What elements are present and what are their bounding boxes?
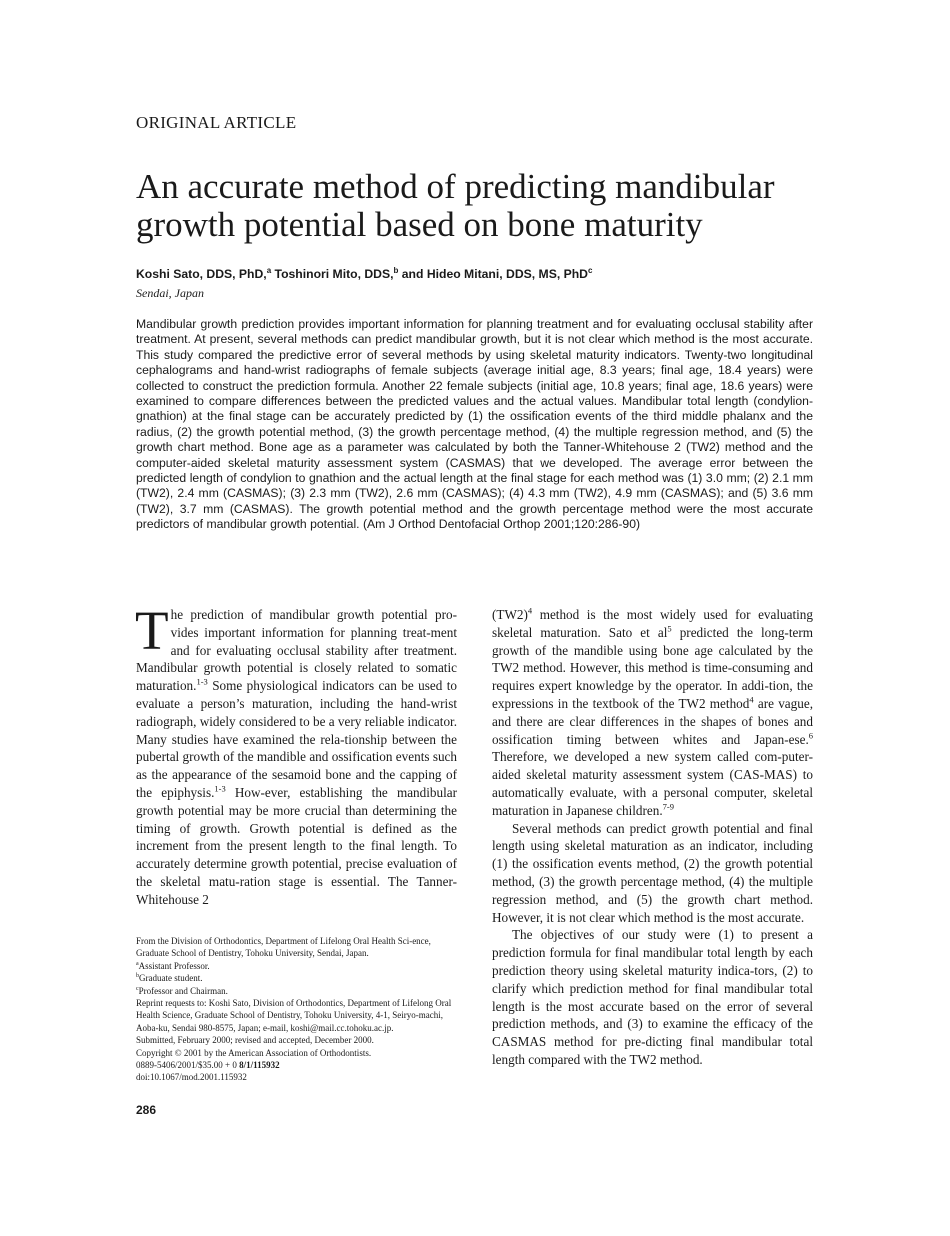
issn-code: 8/1/115932 [239, 1060, 280, 1071]
footnote-c [136, 985, 461, 997]
citation-ref: 5 [667, 623, 672, 634]
section-label: ORIGINAL ARTICLE [136, 113, 297, 132]
abstract: Mandibular growth prediction provides important information for planning treatment and for evaluating occlusal stability after treatment. At present, several methods can predict mandibular growth, but it is not clear which method is the most accurate. This study compared the predictive error of several methods by using skeletal maturity indicators. Twenty-two longitudinal cephalograms and hand-wrist radiographs of female subjects (average initial age, 8.3 years; final age, 18.4 years) were collected to construct the prediction formula. Another 22 female subjects (initial age, 10.8 years; final age, 18.6 years) were examined to compare differences between the predicted values and the actual values. Mandibular total length (condylion-gnathion) at the final stage can be accurately predicted by (1) the ossification events of the third middle phalanx and the radius, (2) the growth potential method, (3) the growth percentage method, (4) the multiple regression method, and (5) the growth chart method. Bone age as a parameter was calculated by both the Tanner-Whitehouse 2 (TW2) method and the computer-aided skeletal maturity assessment system (CASMAS) that we developed. The average error between the predicted length of condylion to gnathion and the actual length at the final stage for each method was (1) 3.0 mm; (2) 2.1 mm (TW2), 2.4 mm (CASMAS); (3) 2.3 mm (TW2), 2.6 mm (CASMAS); (4) 4.3 mm (TW2), 4.9 mm (CASMAS); and (5) 3.6 mm (TW2), 3.7 mm (CASMAS). The growth potential method and the growth percentage method were the most accurate predictors of mandibular growth potential. (Am J Orthod Dentofacial Orthop 2001;120:286-90) [136, 317, 813, 532]
intro-text: predicted the long-term growth of the mandible using bone age calculated by the TW2 method. However, this method is time-consuming and requires expert knowledge by the operator. In addi-tion, the expressions in the textbook of the TW2 method [492, 624, 813, 711]
citation-ref: 7-9 [662, 801, 674, 812]
intro-text: method is the most widely used for evaluating skeletal maturation. Sato et al [492, 607, 813, 640]
footnote-text: Assistant Professor. [138, 960, 210, 971]
author-2: Toshinori Mito, DDS, [271, 267, 394, 282]
footnotes [136, 935, 461, 1084]
title-line-2: growth potential based on bone maturity [136, 205, 703, 244]
body-column-right [492, 606, 813, 1069]
body-column-left [135, 600, 457, 909]
issn-text: 0889-5406/2001/$35.00 + 0 [136, 1060, 240, 1071]
intro-text: Some physiological indicators can be used to evaluate a person’s maturation, including the hand-wrist radiograph, widely considered to be a very reliable indicator. Many studies have examined the rela-tionship between the pubertal growth of the mandible and ossification events such as the appearance of the sesamoid bone and the capping of the epiphysis. [136, 678, 457, 800]
author-list [136, 266, 592, 281]
intro-text: he prediction of mandibular growth potential pro-vides important information for planning treat-ment and for evaluating occlusal stability after treatment. Mandibular growth potential is closely related to somatic maturation. [136, 607, 457, 694]
citation-ref: 1-3 [214, 783, 226, 794]
author-3: and Hideo Mitani, DDS, MS, PhD [398, 267, 588, 282]
intro-paragraph-1 [135, 600, 457, 909]
footnote-text: Graduate student. [139, 973, 203, 984]
citation-ref: 6 [808, 730, 813, 741]
intro-text: are vague, and there are clear differences in the shapes of bones and ossification timing between whites and Japan-ese. [492, 695, 814, 747]
footnote-b [136, 972, 461, 984]
intro-paragraph-2: Several methods can predict growth potential and final length using skeletal maturation as an indicator, including (1) the ossification events method, (2) the growth potential method, (3) the growth percentage method, (4) the multiple regression method, and (5) the growth chart method. However, it is not clear which method is the most accurate. [492, 820, 813, 925]
page-number: 286 [136, 1103, 157, 1117]
footnote-submitted: Submitted, February 2000; revised and accepted, December 2000. [136, 1035, 374, 1046]
footnote-mark: c [136, 985, 139, 992]
author-1-affiliation-mark: a [266, 266, 272, 275]
article-title [136, 168, 836, 244]
citation-ref: 4 [749, 694, 754, 705]
author-1: Koshi Sato, DDS, PhD, [136, 267, 267, 282]
footnote-text: Professor and Chairman. [138, 985, 228, 996]
drop-cap: T [135, 600, 169, 661]
footnote-mark: a [136, 960, 139, 967]
citation-ref: 4 [527, 605, 533, 616]
author-2-affiliation-mark: b [393, 266, 399, 275]
footnote-reprint: Reprint requests to: Koshi Sato, Division of Orthodontics, Department of Lifelong Oral Health Science, Graduate School of Dentistry, Tohoku University, 4-1, Seiryo-machi, Aoba-ku, Sendai 980-8575, Japan; e-mail, koshi@mail.cc.tohoku.ac.jp. [136, 998, 452, 1033]
footnote-mark: b [136, 973, 139, 980]
title-line-1: An accurate method of predicting mandibular [136, 167, 775, 206]
intro-text: How-ever, establishing the mandibular growth potential may be more crucial than determining the timing of growth. Growth potential is defined as the increment from the present length to the final length. To accurately determine growth potential, precise evaluation of the skeletal matu-ration stage is essential. The Tanner-Whitehouse 2 [136, 784, 457, 907]
intro-paragraph-3: The objectives of our study were (1) to present a prediction formula for final mandibular total length by each prediction theory using skeletal maturity indica-tors, (2) to clarify which prediction method for final mandibular total length is the most accurate based on the error of several prediction methods, and (3) to examine the efficacy of the CASMAS method for pre-dicting final mandibular total length compared with the TW2 method. [492, 927, 813, 1067]
footnote-copyright: Copyright © 2001 by the American Association of Orthodontists. [136, 1047, 372, 1058]
author-3-affiliation-mark: c [587, 266, 593, 275]
footnote-affiliation: From the Division of Orthodontics, Department of Lifelong Oral Health Sci-ence, Graduate School of Dentistry, Tohoku University, Sendai, Japan. [136, 936, 431, 959]
footnote-issn [136, 1059, 461, 1071]
citation-ref: 1-3 [196, 676, 208, 687]
author-location: Sendai, Japan [136, 286, 204, 300]
intro-text: Therefore, we developed a new system called com-puter-aided skeletal maturity assessment system (CAS-MAS) to automatically evaluate, with a personal computer, skeletal maturation in Japanese children. [492, 749, 813, 818]
footnote-doi: doi:10.1067/mod.2001.115932 [136, 1072, 247, 1083]
footnote-a [136, 960, 461, 972]
intro-text: (TW2) [492, 607, 528, 622]
intro-paragraph-1-continued [492, 606, 813, 820]
